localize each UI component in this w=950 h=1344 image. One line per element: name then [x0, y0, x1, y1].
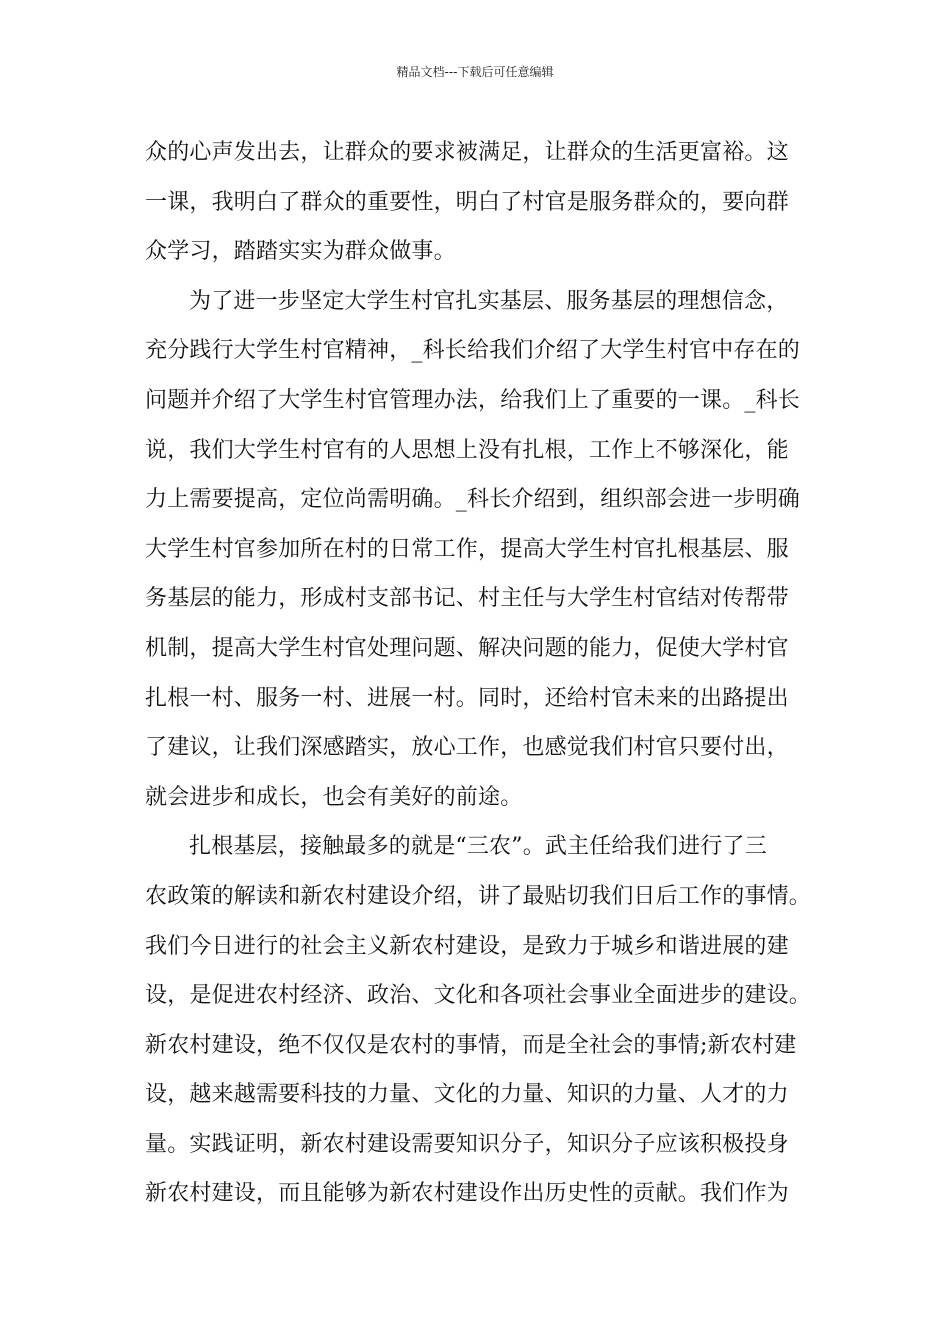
body-text	[145, 128, 810, 1219]
text-line: 了建议，让我们深感踏实，放心工作，也感觉我们村官只要付出，	[145, 735, 789, 761]
text-line: 机制，提高大学生村官处理问题、解决问题的能力，促使大学村官	[145, 635, 789, 661]
text-line: 务基层的能力，形成村支部书记、村主任与大学生村官结对传帮带	[145, 586, 789, 612]
text-line: 我们今日进行的社会主义新农村建设，是致力于城乡和谐进展的建	[145, 933, 789, 959]
page-header: 精品文档---下载后可任意编辑	[396, 65, 554, 79]
text-line: 就会进步和成长，也会有美好的前途。	[145, 784, 523, 810]
text-line: 设，是促进农村经济、政治、文化和各项社会事业全面进步的建设。	[145, 983, 812, 1009]
text-line: 量。实践证明，新农村建设需要知识分子，知识分子应该积极投身	[145, 1131, 789, 1157]
text-line: 一课，我明白了群众的重要性，明白了村官是服务群众的，要向群	[145, 189, 789, 215]
text-line: 新农村建设，绝不仅仅是农村的事情，而是全社会的事情;新农村建	[145, 1032, 797, 1058]
text-line: 众学习，踏踏实实为群众做事。	[145, 239, 456, 265]
text-line: 说，我们大学生村官有的人思想上没有扎根，工作上不够深化，能	[145, 437, 789, 463]
text-line: 充分践行大学生村官精神，_科长给我们介绍了大学生村官中存在的	[145, 338, 801, 364]
text-line: 设，越来越需要科技的力量、文化的力量、知识的力量、人才的力	[145, 1082, 789, 1108]
text-line: 新农村建设，而且能够为新农村建设作出历史性的贡献。我们作为	[145, 1181, 789, 1207]
paragraph-first-line: 扎根基层，接触最多的就是“三农”。武主任给我们进行了三	[189, 834, 767, 860]
text-line: 农政策的解读和新农村建设介绍，讲了最贴切我们日后工作的事情。	[145, 883, 812, 909]
text-line: 众的心声发出去，让群众的要求被满足，让群众的生活更富裕。这	[145, 140, 789, 165]
text-line: 大学生村官参加所在村的日常工作，提高大学生村官扎根基层、服	[145, 536, 789, 562]
paragraph-first-line: 为了进一步坚定大学生村官扎实基层、服务基层的理想信念，	[189, 288, 789, 314]
text-line: 问题并介绍了大学生村官管理办法，给我们上了重要的一课。_科长	[145, 387, 801, 413]
text-line: 力上需要提高，定位尚需明确。_科长介绍到，组织部会进一步明确	[145, 487, 801, 513]
text-line: 扎根一村、服务一村、进展一村。同时，还给村官未来的出路提出	[145, 685, 789, 711]
